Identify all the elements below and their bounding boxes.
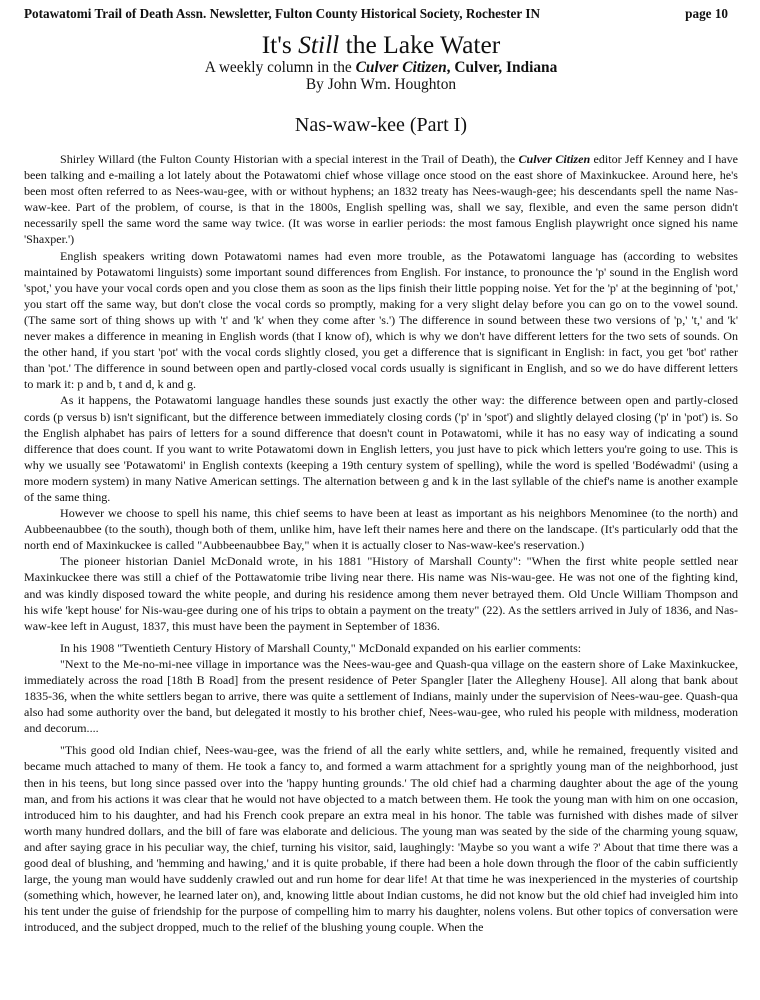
paragraph: As it happens, the Potawatomi language handles these sounds just exactly the other way: the difference between open and partly-closed cords (p versus b) isn't significant, but the difference between immediately closing cords ('p' in 'spot') and slightly delayed closing ('p' in 'pot') is. So the English alphabet has pairs of letters for a sound difference that doesn't count in Potawatomi, while it has no easy way of indicating a sound difference that does count. If you want to write Potawatomi down in English letters, you just have to pick which letters you're going to use. This is why we usually see 'Potawatomi' in English contexts (keeping a 19th century system of spelling), while the word is spelled 'Bodéwadmi' (using a more modern system) in many Native American settings. The alternation between g and k in the last syllable of the chief's name is another example of the same thing. (24, 393, 738, 504)
byline: By John Wm. Houghton (305, 76, 457, 93)
newsletter-title: Potawatomi Trail of Death Assn. Newsletter, Fulton County Historical Society, Rochester IN (24, 6, 540, 21)
paragraph: However we choose to spell his name, this chief seems to have been at least as important as his neighbors Menominee (to the north) and Aubbeenaubbee (to the south), though both of them, unlike him, have left their names here and there on the landscape. (It's particularly odd that the north end of Maxinkuckee is called "Aubbeenaubbee Bay," when it is actually closer to Nas-waw-kee's reservation.) (24, 506, 738, 553)
paragraph: English speakers writing down Potawatomi names had even more trouble, as the Potawatomi language has (according to websites maintained by Potawatomi linguists) some important sound differences from English. For instance, to pronounce the 'p' sound in the English word 'spot,' you have your vocal cords open and you close them as soon as the lips finish their little popping noise. Yet for the 'p' at the beginning of 'pot,' you start off the same way, but don't close the vocal cords so promptly, making for a very slight delay before you can go on to the vowel sound. (The same sort of thing shows up with 't' and 'k' when they come after 's.') The difference in sound between these two versions of 'p,' 't,' and 'k' never makes a difference in meaning in English words (that I know of), which is why we don't have different letters for the two sets of sounds. On the other hand, if you start 'pot' with the vocal cords slightly closed, you get a difference that is significant in English: in fact, you get 'bot' rather than 'pot.' The difference in sound between open and partly-closed vocal cords usually is significant in English, and so we do have different letters to mark it: p and b, t and d, k and g. (24, 248, 738, 392)
paragraph-text: Shirley Willard (the Fulton County Historian with a special interest in the Trail of Death), the (60, 152, 519, 166)
column-title (24, 31, 738, 59)
column-title-italic: Still (298, 30, 340, 59)
quoted-paragraph: "Next to the Me-no-mi-nee village in importance was the Nees-wau-gee and Quash-qua village on the eastern shore of Lake Maxinkuckee, immediately across the road [18th B Road] from the present residence of Peter Spangler [later the Allegheny House]. All along that bank about 1835-36, when the white settlers began to arrive, there was quite a settlement of Indians, mainly under the supervision of Nees-wau-gee. Quash-qua also had some authority over the band, but delegated it mostly to his brother chief, Nees-wau-gee, who ruled his people with mildness, moderation and decorum.... (24, 656, 738, 736)
quoted-paragraph: "This good old Indian chief, Nees-wau-gee, was the friend of all the early white settlers, and, while he remained, frequently visited and became much attached to many of them. He took a fancy to, and formed a warm attachment for a sprightly young man of the neighborhood, just then in his teens, but long since passed over into the 'happy hunting grounds.' The old chief had a charming daughter about the age of the young man, and from his actions it was clear that he would not have objected to a match between them. He took the young man with him on one occasion, introduced him to his daughter, and had his French cook prepare an extra meal in his honor. The table was furnished with dishes made of silver worth many hundred dollars, and the bill of fare was elaborate and delicious. The young man was seated by the side of the charming young squaw, and after saying grace in his peculiar way, the chief, turning his visitor, said, laughingly: 'Maybe so you want a wife ?' About that time there was a good deal of blushing, and 'hemming and hawing,' and it is quite probable, if there had been a hole down through the floor of the cabin sufficiently large, the young man would have suddenly crawled out and run home for dear life! At that time he was inexperienced in the mysteries of courtship (something which, however, he learned later on), and, knowing little about Indian customs, he did not know but the old chief had inveigled him into his tent under the guise of friendship for the purpose of compelling him to marry his daughter, nolens volens. But other topics of conversation were introduced, and the subject dropped, much to the relief of the blushing young couple. When the (24, 743, 738, 935)
column-title-part: It's (261, 30, 299, 59)
paragraph-text: editor Jeff Kenney and I have been talking and e-mailing a lot lately about the Potawatomi chief whose village once stood on the east shore of Maxinkuckee. Around here, he's been most often referred to as Nees-wau-gee, with or without hyphens; an 1832 treaty has Nees-waugh-gee; his descendants spell the name Nas-waw-kee. Part of the problem, of course, is that in the 1800s, English spelling was, shall we say, flexible, and even the same person didn't necessarily spell the same word the same way twice. (It was worse in earlier periods: the most famous English playwright once signed his name 'Shaxper.') (24, 152, 738, 247)
column-title-part: the Lake Water (339, 30, 501, 59)
paragraph: The pioneer historian Daniel McDonald wrote, in his 1881 "History of Marshall County": "When the first white people settled near Maxinkuckee there was still a chief of the Pottawatomie tribe living near there. His name was Nis-wau-gee. He was not one of the fighting kind, and was kindly disposed toward the white people, and during his residence among them never betrayed them. Old Uncle William Thompson and his wife 'kept house' for Nis-wau-gee during one of his trips to obtain a payment on the treaty" (22). As the settlers arrived in July of 1836, and Nas-waw-kee left in August, 1837, this must have been the payment in September of 1836. (24, 554, 738, 633)
publication-name: Culver Citizen (355, 59, 447, 76)
article-title: Nas-waw-kee (Part I) (294, 114, 468, 136)
subtitle-part: A weekly column in the (204, 59, 356, 76)
running-header (24, 6, 738, 22)
article-body (24, 151, 738, 936)
column-subtitle (24, 59, 738, 76)
publication-name: Culver Citizen (518, 152, 591, 166)
subtitle-location: , Culver, Indiana (446, 59, 558, 76)
paragraph (24, 151, 738, 248)
paragraph: In his 1908 "Twentieth Century History of Marshall County," McDonald expanded on his earlier comments: (60, 640, 582, 655)
page-number: page 10 (685, 6, 728, 21)
column-masthead (24, 31, 738, 93)
